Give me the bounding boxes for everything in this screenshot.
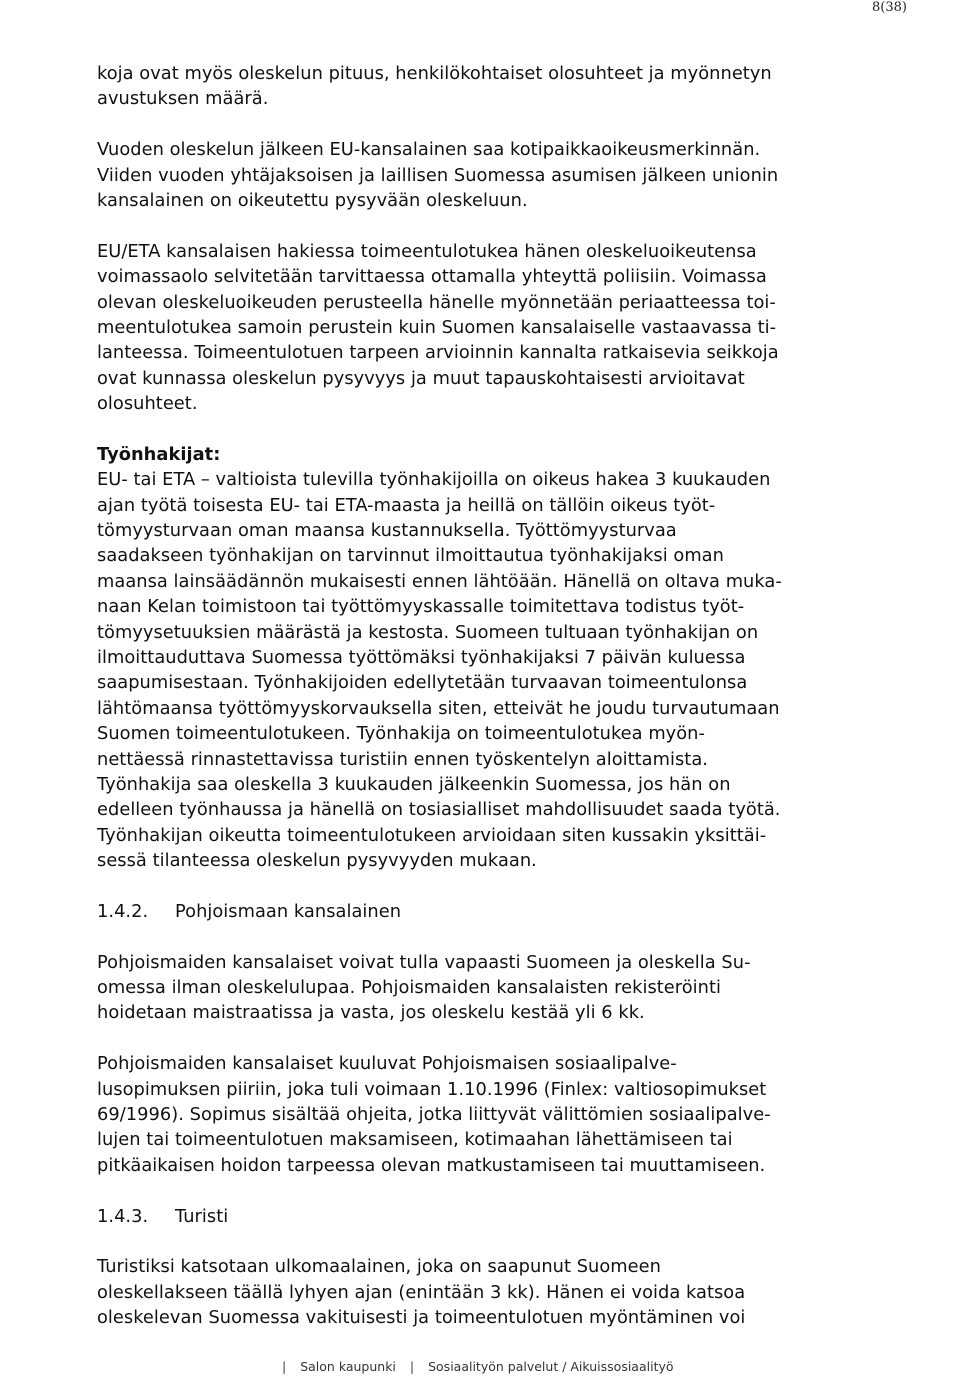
text-line: lujen tai toimeentulotuen maksamiseen, kotimaahan lähettämiseen tai — [97, 1129, 733, 1151]
paragraph — [97, 1254, 909, 1330]
text-line: naan Kelan toimistoon tai työttömyyskassalle toimitettava todistus työt- — [97, 596, 745, 618]
paragraph — [97, 61, 909, 112]
section-number: 1.4.2. — [97, 900, 149, 922]
footer-separator: | — [409, 1359, 415, 1374]
text-line: lanteessa. Toimeentulotuen tarpeen arvioinnin kannalta ratkaisevia seikkoja — [97, 342, 779, 364]
section-title: Pohjoismaan kansalainen — [175, 900, 402, 922]
text-line: 69/1996). Sopimus sisältää ohjeita, jotka liittyvät välittömien sosiaalipalve- — [97, 1104, 771, 1126]
text-line: oleskelevan Suomessa vakituisesti ja toimeentulotuen myöntäminen voi — [97, 1307, 746, 1329]
text-line: ovat kunnassa oleskelun pysyvyys ja muut tapauskohtaisesti arvioitavat — [97, 367, 745, 389]
text-line: koja ovat myös oleskelun pituus, henkilökohtaiset olosuhteet ja myönnetyn — [97, 63, 772, 84]
text-line: Pohjoismaiden kansalaiset voivat tulla vapaasti Suomeen ja oleskella Su- — [97, 951, 751, 973]
subheading: Työnhakijat: — [97, 443, 221, 465]
page-footer — [272, 1359, 674, 1374]
text-line: omessa ilman oleskelulupaa. Pohjoismaiden kansalaisten rekisteröinti — [97, 977, 722, 999]
text-line: tömyysturvaan oman maansa kustannuksella. Työttömyysturvaa — [97, 520, 677, 542]
paragraph-tyonhakijat — [97, 442, 909, 874]
text-line: Pohjoismaiden kansalaiset kuuluvat Pohjoismaisen sosiaalipalve- — [97, 1053, 677, 1075]
text-line: Viiden vuoden yhtäjaksoisen ja laillisen Suomessa asumisen jälkeen unionin — [97, 164, 779, 186]
text-line: Työnhakijan oikeutta toimeentulotukeen arvioidaan siten kussakin yksittäi- — [97, 824, 767, 846]
text-line: kansalainen on oikeutettu pysyvään oleskeluun. — [97, 189, 528, 211]
footer-organization: Salon kaupunki — [300, 1359, 396, 1374]
text-line: lähtömaansa työttömyyskorvauksella siten, etteivät he joudu turvautumaan — [97, 697, 780, 719]
text-line: nettäessä rinnastettavissa turistiin ennen työskentelyn aloittamista. — [97, 748, 708, 770]
text-line: ilmoittauduttava Suomessa työttömäksi työnhakijaksi 7 päivän kuluessa — [97, 646, 746, 668]
text-line: EU- tai ETA – valtioista tulevilla työnhakijoilla on oikeus hakea 3 kuukauden — [97, 469, 771, 491]
text-line: oleskellakseen täällä lyhyen ajan (enintään 3 kk). Hänen ei voida katsoa — [97, 1281, 746, 1303]
section-number: 1.4.3. — [97, 1205, 149, 1227]
paragraph — [97, 950, 909, 1026]
text-line: sessä tilanteessa oleskelun pysyvyyden mukaan. — [97, 850, 537, 872]
document-body — [97, 61, 909, 1331]
text-line: avustuksen määrä. — [97, 88, 269, 110]
paragraph — [97, 239, 909, 417]
text-line: ajan työtä toisesta EU- tai ETA-maasta ja heillä on tällöin oikeus työt- — [97, 494, 716, 516]
paragraph — [97, 137, 909, 213]
text-line: pitkäaikaisen hoidon tarpeessa olevan matkustamiseen tai muuttamiseen. — [97, 1154, 766, 1176]
text-line: EU/ETA kansalaisen hakiessa toimeentulotukea hänen oleskeluoikeutensa — [97, 240, 757, 262]
text-line: Suomen toimeentulotukeen. Työnhakija on toimeentulotukea myön- — [97, 723, 705, 745]
text-line: maansa lainsäädännön mukaisesti ennen lähtöään. Hänellä on oltava muka- — [97, 570, 782, 592]
footer-separator: | — [282, 1359, 287, 1374]
paragraph — [97, 1051, 909, 1178]
text-line: Vuoden oleskelun jälkeen EU-kansalainen saa kotipaikkaoikeusmerkinnän. — [97, 139, 761, 161]
footer-department: Sosiaalityön palvelut / Aikuissosiaalityö — [428, 1359, 674, 1374]
page-number: 8(38) — [872, 0, 907, 15]
section-heading-1-4-3 — [97, 1204, 909, 1229]
text-line: saapumisestaan. Työnhakijoiden edellytetään turvaavan toimeentulonsa — [97, 672, 748, 694]
text-line: voimassaolo selvitetään tarvittaessa ottamalla yhteyttä poliisiin. Voimassa — [97, 266, 767, 288]
text-line: saadakseen työnhakijan on tarvinnut ilmoittautua työnhakijaksi oman — [97, 545, 724, 567]
text-line: meentulotukea samoin perustein kuin Suomen kansalaiselle vastaavassa ti- — [97, 316, 777, 338]
text-line: Työnhakija saa oleskella 3 kuukauden jälkeenkin Suomessa, jos hän on — [97, 773, 731, 795]
text-line: edelleen työnhaussa ja hänellä on tosiasialliset mahdollisuudet saada työtä. — [97, 799, 781, 821]
text-line: hoidetaan maistraatissa ja vasta, jos oleskelu kestää yli 6 kk. — [97, 1002, 645, 1024]
section-title: Turisti — [175, 1205, 229, 1227]
text-line: olevan oleskeluoikeuden perusteella hänelle myönnetään periaatteessa toi- — [97, 291, 776, 313]
text-line: olosuhteet. — [97, 393, 198, 415]
text-line: lusopimuksen piiriin, joka tuli voimaan 1.10.1996 (Finlex: valtiosopimukset — [97, 1078, 767, 1100]
section-heading-1-4-2 — [97, 899, 909, 924]
text-line: tömyysetuuksien määrästä ja kestosta. Suomeen tultuaan työnhakijan on — [97, 621, 759, 643]
text-line: Turistiksi katsotaan ulkomaalainen, joka on saapunut Suomeen — [97, 1256, 661, 1278]
